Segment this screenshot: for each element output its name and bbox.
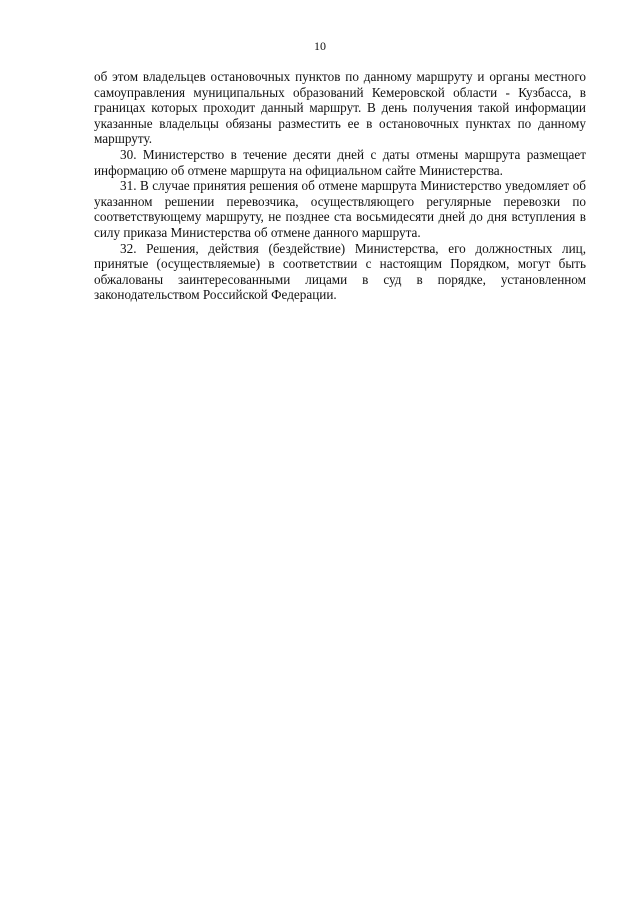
paragraph-continuation: об этом владельцев остановочных пунктов по данному маршруту и органы местного самоуправления муниципальных образований Кемеровской области - Кузбасса, в границах которых проходит данный маршрут. В день получения такой информации указанные владельцы обязаны разместить ее в остановочных пунктах по данному маршруту. xyxy=(94,69,586,147)
paragraph-item-32: 32. Решения, действия (бездействие) Министерства, его должностных лиц, принятые (осуществляемые) в соответствии с настоящим Порядком, могут быть обжалованы заинтересованными лицами в суд в порядке, установленном законодательством Российской Федерации. xyxy=(94,240,586,303)
page-number: 10 xyxy=(314,39,326,53)
document-body xyxy=(94,69,586,303)
paragraph-item-31: 31. В случае принятия решения об отмене маршрута Министерство уведомляет об указанном решении перевозчика, осуществляющего регулярные перевозки по соответствующему маршруту, не позднее ста восьмидесяти дней до дня вступления в силу приказа Министерства об отмене данного маршрута. xyxy=(94,178,586,240)
paragraph-item-30: 30. Министерство в течение десяти дней с даты отмены маршрута размещает информацию об отмене маршрута на официальном сайте Министерства. xyxy=(94,146,586,178)
